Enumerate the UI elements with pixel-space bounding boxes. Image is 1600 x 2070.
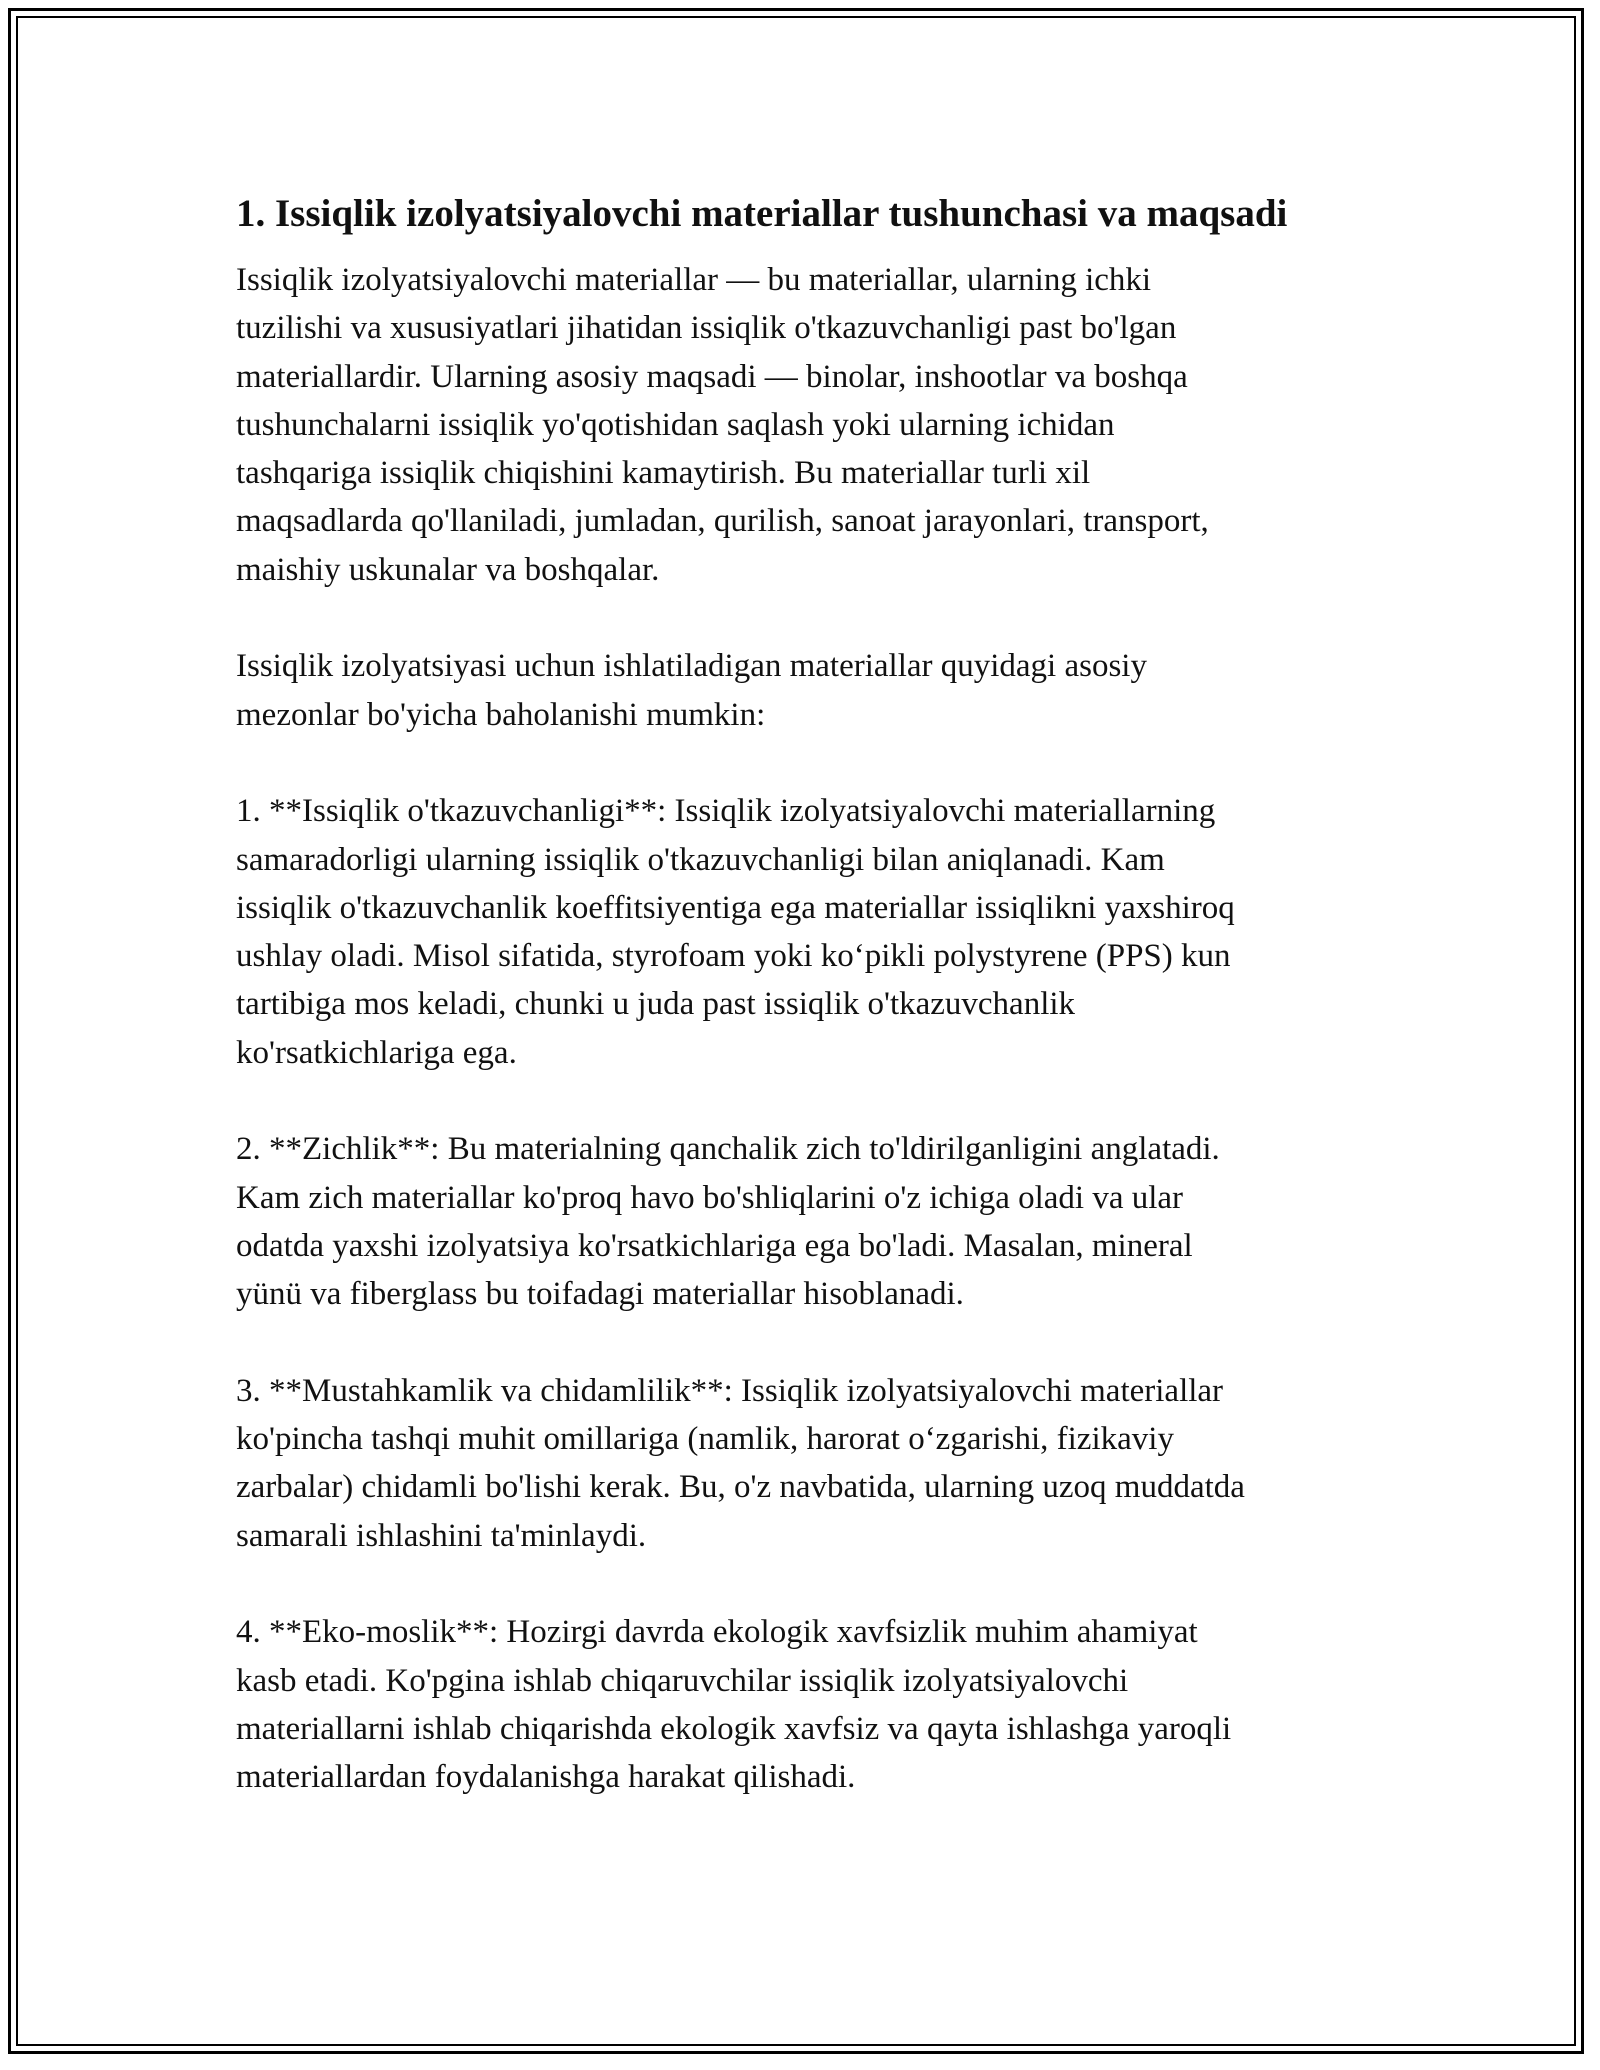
intro-paragraph — [236, 256, 1376, 594]
criterion-durability — [236, 1367, 1376, 1560]
text-line: tushunchalarni issiqlik yo'qotishidan saqlash yoki ularning ichidan — [236, 406, 1115, 443]
text-line: tuzilishi va xususiyatlari jihatidan issiqlik o'tkazuvchanligi past bo'lgan — [236, 310, 1177, 347]
text-line: mezonlar bo'yicha baholanishi mumkin: — [236, 696, 766, 733]
text-line: zarbalar) chidamli bo'lishi kerak. Bu, o'z navbatida, ularning uzoq muddatda — [236, 1469, 1245, 1506]
text-line: 1. **Issiqlik o'tkazuvchanligi**: Issiqlik izolyatsiyalovchi materiallarning — [236, 793, 1216, 830]
text-line: 3. **Mustahkamlik va chidamlilik**: Issiqlik izolyatsiyalovchi materiallar — [236, 1372, 1224, 1409]
text-line: issiqlik o'tkazuvchanlik koeffitsiyentiga ega materiallar issiqlikni yaxshiroq — [236, 889, 1235, 926]
criteria-intro-paragraph — [236, 642, 1376, 739]
text-line: samarali ishlashini ta'minlaydi. — [236, 1517, 647, 1554]
text-line: 4. **Eko-moslik**: Hozirgi davrda ekologik xavfsizlik muhim ahamiyat — [236, 1614, 1198, 1651]
text-line: tartibiga mos keladi, chunki u juda past issiqlik o'tkazuvchanlik — [236, 986, 1076, 1023]
text-line: 2. **Zichlik**: Bu materialning qanchalik zich to'ldirilganligini anglatadi. — [236, 1131, 1220, 1168]
text-line: tashqariga issiqlik chiqishini kamaytirish. Bu materiallar turli xil — [236, 455, 1091, 492]
text-line: samaradorligi ularning issiqlik o'tkazuvchanligi bilan aniqlanadi. Kam — [236, 841, 1165, 878]
section-heading: 1. Issiqlik izolyatsiyalovchi materiallar tushunchasi va maqsadi — [236, 192, 1288, 235]
text-line: kasb etadi. Ko'pgina ishlab chiqaruvchilar issiqlik izolyatsiyalovchi — [236, 1662, 1129, 1699]
document-body — [236, 188, 1376, 1802]
text-line: Kam zich materiallar ko'proq havo bo'shliqlarini o'z ichiga oladi va ular — [236, 1179, 1184, 1216]
criterion-eco-compatibility — [236, 1608, 1376, 1801]
text-line: ushlay oladi. Misol sifatida, styrofoam yoki ko‘pikli polystyrene (PPS) kun — [236, 938, 1231, 975]
criterion-density — [236, 1125, 1376, 1318]
text-line: maishiy uskunalar va boshqalar. — [236, 551, 660, 588]
text-line: materiallarni ishlab chiqarishda ekologik xavfsiz va qayta ishlashga yaroqli — [236, 1710, 1232, 1747]
text-line: maqsadlarda qo'llaniladi, jumladan, qurilish, sanoat jarayonlari, transport, — [236, 503, 1209, 540]
text-line: ko'rsatkichlariga ega. — [236, 1034, 517, 1071]
text-line: materiallardan foydalanishga harakat qilishadi. — [236, 1759, 856, 1796]
text-line: Issiqlik izolyatsiyalovchi materiallar — bu materiallar, ularning ichki — [236, 262, 1152, 298]
text-line: Issiqlik izolyatsiyasi uchun ishlatiladigan materiallar quyidagi asosiy — [236, 648, 1147, 685]
text-line: ko'pincha tashqi muhit omillariga (namlik, harorat o‘zgarishi, fizikaviy — [236, 1421, 1174, 1458]
text-line: odatda yaxshi izolyatsiya ko'rsatkichlariga ega bo'ladi. Masalan, mineral — [236, 1227, 1193, 1264]
text-line: yünü va fiberglass bu toifadagi materiallar hisoblanadi. — [236, 1276, 964, 1313]
text-line: materiallardir. Ularning asosiy maqsadi — binolar, inshootlar va boshqa — [236, 358, 1188, 395]
criterion-thermal-conductivity — [236, 787, 1376, 1077]
